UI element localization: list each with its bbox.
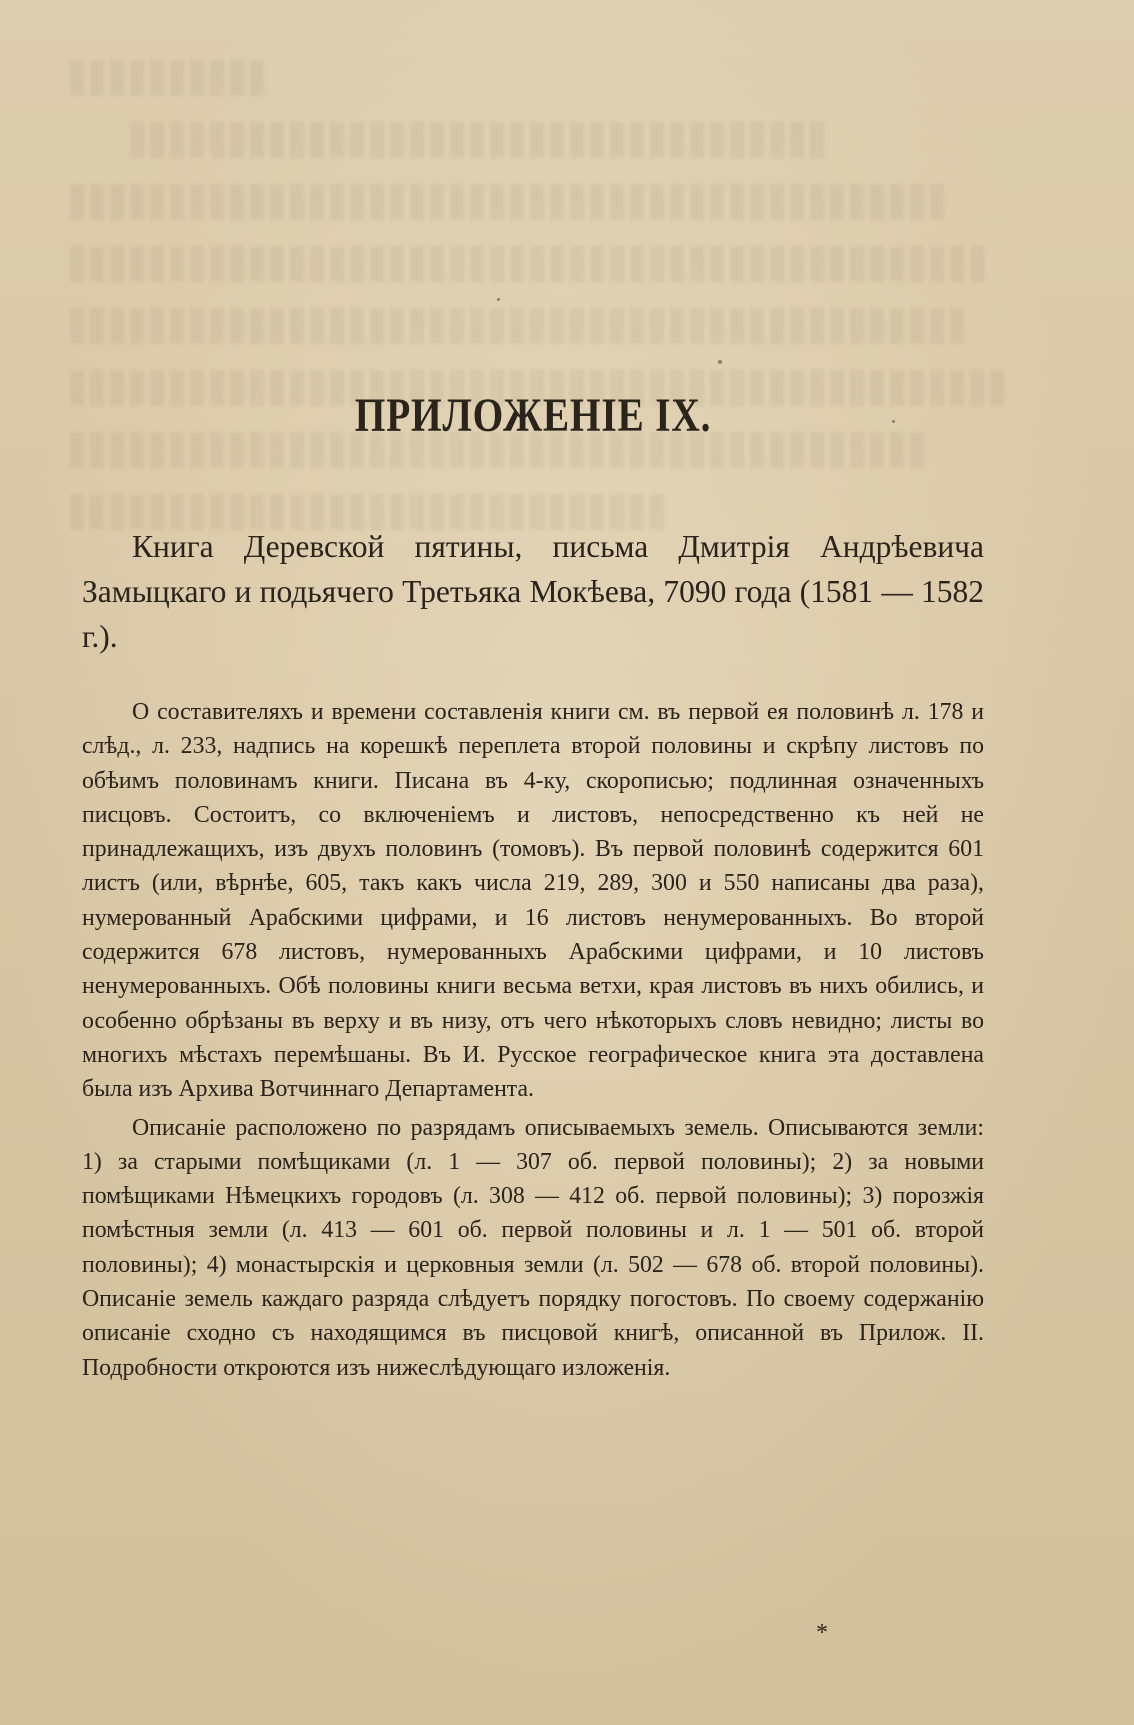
appendix-title: ПРИЛОЖЕНІЕ IX. xyxy=(354,389,712,442)
paper-speck xyxy=(497,298,500,301)
paper-speck xyxy=(718,360,722,364)
body-text xyxy=(82,695,984,1385)
signature-mark: * xyxy=(816,1620,828,1646)
paragraph-arrangement: Описаніе расположено по разрядамъ описываемыхъ земель. Описываются земли: 1) за старыми помѣщиками (л. 1 — 307 об. первой половины); 2) за новыми помѣщиками Нѣмецкихъ городовъ (л. 308 — 412 об. первой половины); 3) порозжія помѣстныя земли (л. 413 — 601 об. первой половины и л. 1 — 501 об. второй половины); 4) монастырскія и церковныя земли (л. 502 — 678 об. второй половины). Описаніе земель каждаго разряда слѣдуетъ порядку погостовъ. По своему содержанію описаніе сходно съ находящимся въ писцовой книгѣ, описанной въ Прилож. II. Подробности откроются изъ нижеслѣдующаго изложенія. xyxy=(82,1114,984,1381)
book-description-heading: Книга Деревской пятины, письма Дмитрія Андрѣевича Замыцкаго и подьячего Третьяка Мокѣева, 7090 года (1581 — 1582 г.). xyxy=(82,529,984,654)
paragraph-composition: О составителяхъ и времени составленія книги см. въ первой ея половинѣ л. 178 и слѣд., л. 233, надпись на корешкѣ переплета второй половины и скрѣпу листовъ по обѣимъ половинамъ книги. Писана въ 4-ку, скорописью; подлинная означенныхъ писцовъ. Состоитъ, со включеніемъ и листовъ, непосредственно къ ней не принадлежащихъ, изъ двухъ половинъ (томовъ). Въ первой половинѣ содержится 601 листъ (или, вѣрнѣе, 605, такъ какъ числа 219, 289, 300 и 550 написаны два раза), нумерованный Арабскими цифрами, и 16 листовъ ненумерованныхъ. Во второй содержится 678 листовъ, нумерованныхъ Арабскими цифрами, и 10 листовъ ненумерованныхъ. Обѣ половины книги весьма ветхи, края листовъ въ нихъ обились, и особенно обрѣзаны въ верху и въ низу, отъ чего нѣкоторыхъ словъ невидно; листы во многихъ мѣстахъ перемѣшаны. Въ И. Русское географическое книга эта доставлена была изъ Архива Вотчиннаго Департамента. xyxy=(82,699,984,1103)
